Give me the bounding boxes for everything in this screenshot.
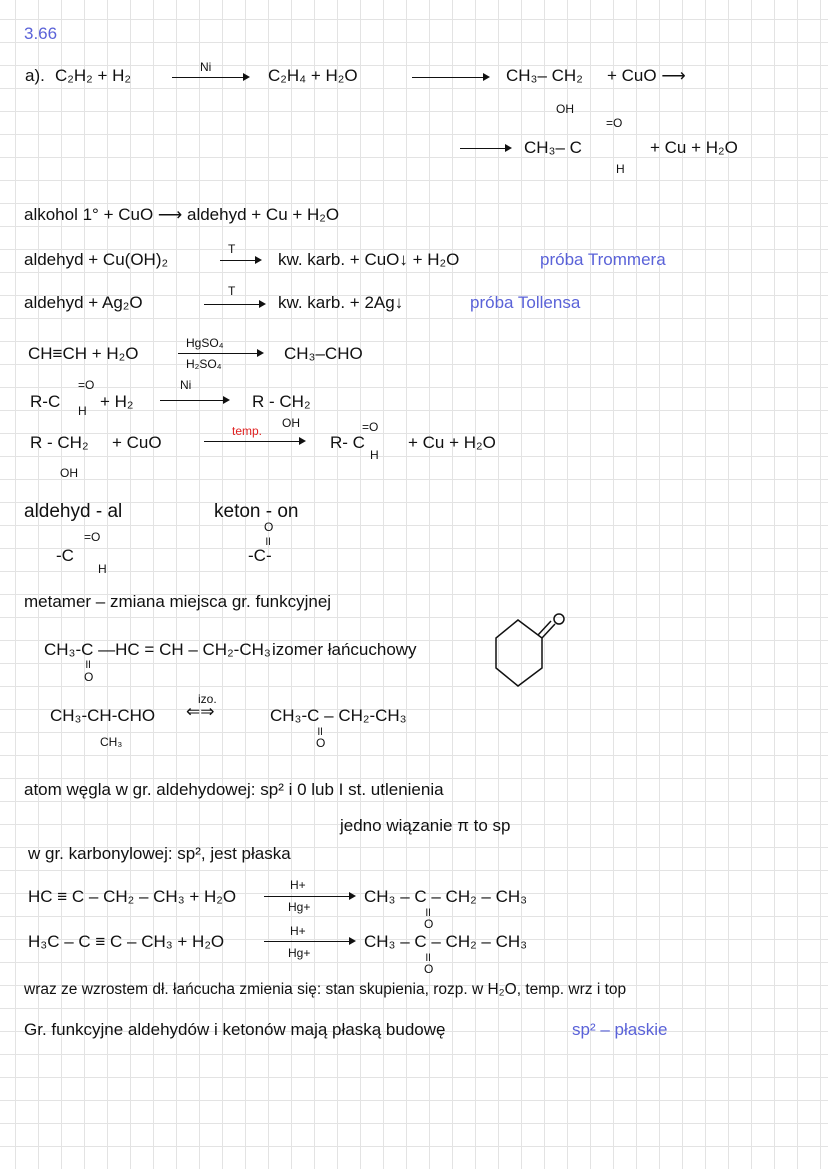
reduction-h: H — [78, 404, 87, 418]
reduction-cat: Ni — [180, 378, 192, 392]
reaction-arrow — [204, 441, 304, 442]
reaction-arrow — [264, 941, 354, 942]
alkyne2-o: O — [424, 962, 434, 976]
note-chain-length: wraz ze wzrostem dł. łańcucha zmienia się: stan skupienia, rozp. w H₂O, temp. wrz i top — [24, 981, 627, 998]
ex-a-cuo: + CuO ⟶ — [607, 66, 686, 85]
tollens-right: kw. karb. + 2Ag↓ — [278, 293, 404, 312]
ex-a-products1: C₂H₄ + H₂O — [268, 66, 358, 85]
chain-isomer-label: izomer łańcuchowy — [272, 640, 417, 659]
oxidation-oh: OH — [60, 466, 78, 480]
ethanol-formula: CH₃– CH₂ — [506, 66, 583, 85]
oxidation-cuo: + CuO — [112, 433, 162, 452]
reaction-arrow — [460, 148, 510, 149]
trommer-right: kw. karb. + CuO↓ + H₂O — [278, 250, 460, 269]
ketone-group-o: O — [264, 520, 274, 534]
reaction-arrow — [220, 260, 260, 261]
catalyst-ni: Ni — [200, 60, 212, 74]
ethanal-formula: CH₃– C — [524, 138, 582, 157]
alkyne2-cat-top: H+ — [290, 924, 306, 938]
ethanol-oh: OH — [556, 102, 574, 116]
ex-a-label: a). — [25, 66, 45, 85]
trommer-cat: T — [228, 242, 236, 256]
alkyne2-product: CH₃ – C – CH₂ – CH₃ — [364, 932, 528, 951]
oxidation-h: H — [370, 448, 379, 462]
hydration-right: CH₃–CHO — [284, 344, 363, 363]
aldehyde-suffix: aldehyd - al — [24, 501, 123, 522]
ethanal-h: H — [616, 162, 625, 176]
reduction-o: =O — [78, 378, 95, 392]
alkyne1-product: CH₃ – C – CH₂ – CH₃ — [364, 887, 528, 906]
exercise-number: 3.66 — [24, 24, 58, 43]
ketone-group-bond: ॥ — [264, 534, 272, 548]
cyclohexanone-structure — [488, 610, 578, 690]
reduction-aldehyde: R-C — [30, 392, 61, 411]
tollens-cat: T — [228, 284, 236, 298]
hydration-cat-bottom: H₂SO₄ — [186, 357, 222, 371]
trommer-note: próba Trommera — [540, 250, 666, 269]
metamer-o: O — [84, 670, 94, 684]
izo-right-bond: ॥ — [316, 724, 324, 738]
trommer-left: aldehyd + Cu(OH)₂ — [24, 250, 169, 269]
alkyne2-bond: ॥ — [424, 950, 432, 964]
reaction-arrow — [264, 896, 354, 897]
oxidation-aldehyde: R- C — [330, 433, 365, 452]
note-carbonyl: w gr. karbonylowej: sp², jest płaska — [28, 844, 291, 863]
metamer-definition: metamer – zmiana miejsca gr. funkcyjnej — [24, 592, 332, 611]
izo-right: CH₃-C – CH₂-CH₃ — [270, 706, 407, 725]
izo-label: izo. — [198, 692, 217, 706]
metamer-formula: CH₃-C —HC = CH – CH₂-CH₃ — [44, 640, 271, 659]
reaction-arrow — [172, 77, 248, 78]
izo-arrow: ⇐⇒ — [186, 702, 215, 721]
metamer-bond: ॥ — [84, 657, 92, 671]
reduction-oh: OH — [282, 416, 300, 430]
ethanal-o: =O — [606, 116, 623, 130]
ketone-suffix: keton - on — [214, 501, 299, 522]
reaction-arrow — [160, 400, 228, 401]
aldehyde-group-h: H — [98, 562, 107, 576]
note-summary: Gr. funkcyjne aldehydów i ketonów mają płaską budowę — [24, 1020, 446, 1039]
hydration-left: CH≡CH + H₂O — [28, 344, 139, 363]
reaction-arrow — [204, 304, 264, 305]
oxidation-products: + Cu + H₂O — [408, 433, 496, 452]
oxidation-alcohol: R - CH₂ — [30, 433, 89, 452]
ex-a-products3: + Cu + H₂O — [650, 138, 738, 157]
izo-right-o: O — [316, 736, 326, 750]
alkyne2-cat-bottom: Hg+ — [288, 946, 311, 960]
tollens-left: aldehyd + Ag₂O — [24, 293, 143, 312]
ketone-group: -C- — [248, 546, 272, 565]
rule-alcohol-oxidation: alkohol 1° + CuO ⟶ aldehyd + Cu + H₂O — [24, 205, 340, 224]
alkyne2-left: H₃C – C ≡ C – CH₃ + H₂O — [28, 932, 225, 951]
oxidation-cat-temp: temp. — [232, 424, 263, 438]
reduction-h2: + H₂ — [100, 392, 134, 411]
izo-left: CH₃-CH-CHO — [50, 706, 156, 725]
oxidation-o: =O — [362, 420, 379, 434]
note-summary-blue: sp² – płaskie — [572, 1020, 668, 1039]
tollens-note: próba Tollensa — [470, 293, 581, 312]
alkyne1-o: O — [424, 917, 434, 931]
note-aldehyde-carbon: atom węgla w gr. aldehydowej: sp² i 0 lub I st. utlenienia — [24, 780, 444, 799]
hydration-cat-top: HgSO₄ — [186, 336, 224, 350]
alkyne1-left: HC ≡ C – CH₂ – CH₃ + H₂O — [28, 887, 237, 906]
aldehyde-group: -C — [56, 546, 74, 565]
reaction-arrow — [178, 353, 262, 354]
alkyne1-cat-bottom: Hg+ — [288, 900, 311, 914]
note-pi-bond: jedno wiązanie π to sp — [340, 816, 511, 835]
alkyne1-cat-top: H+ — [290, 878, 306, 892]
reaction-arrow — [412, 77, 488, 78]
alkyne1-bond: ॥ — [424, 905, 432, 919]
reduction-product: R - CH₂ — [252, 392, 311, 411]
aldehyde-group-o: =O — [84, 530, 101, 544]
izo-left-methyl: CH₃ — [100, 735, 123, 749]
ex-a-reactants: C₂H₂ + H₂ — [55, 66, 132, 85]
